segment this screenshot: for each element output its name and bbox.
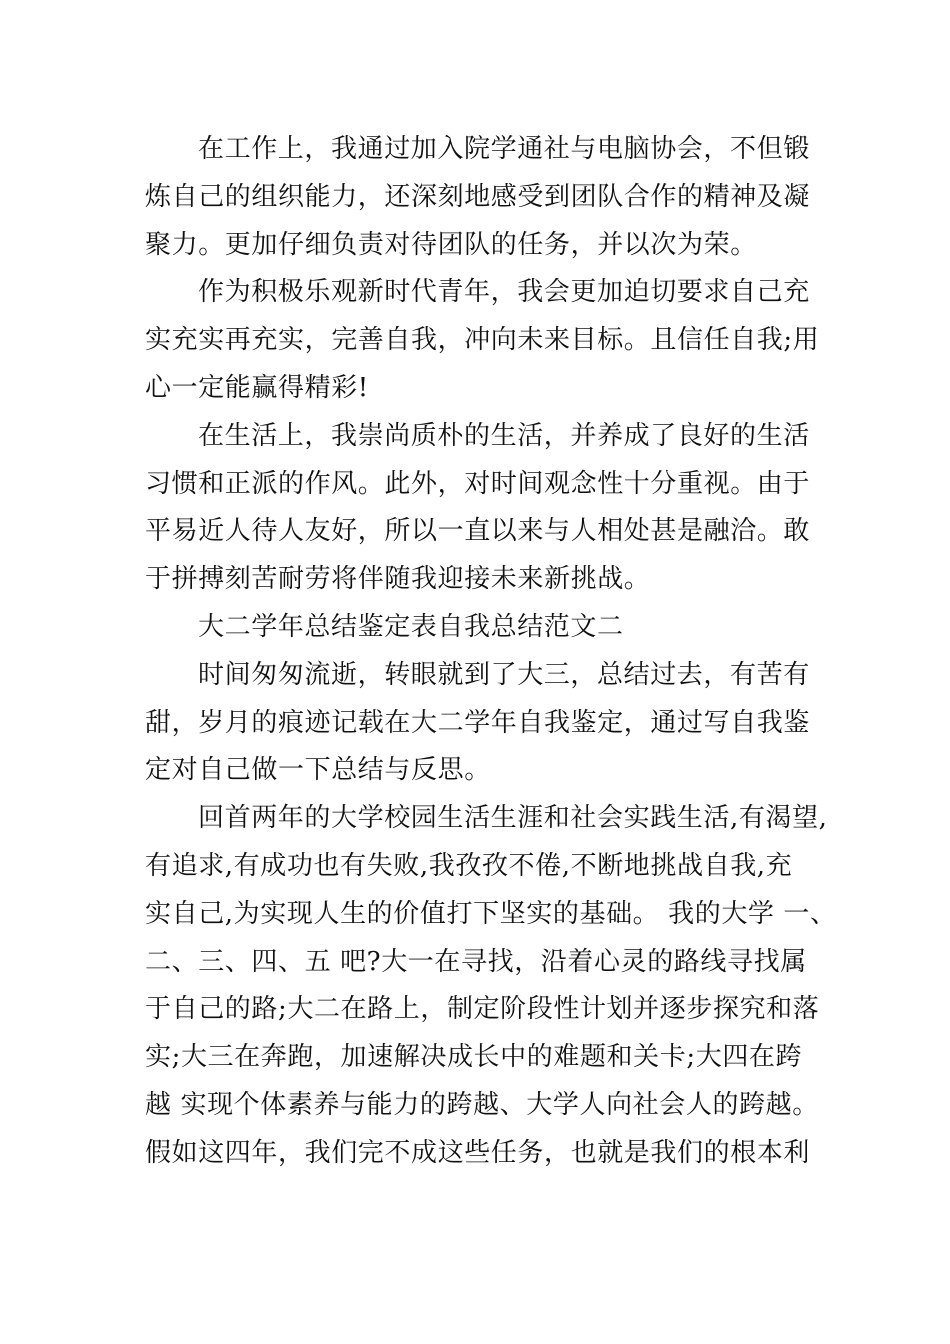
paragraph-line: 于拼搏刻苦耐劳将伴随我迎接未来新挑战。 [145, 564, 651, 595]
paragraph-line: 作为积极乐观新时代青年，我会更加迫切要求自己充 [198, 277, 810, 308]
paragraph-line: 假如这四年，我们完不成这些任务，也就是我们的根本利 [145, 1137, 811, 1168]
paragraph-line: 平易近人待人友好，所以一直以来与人相处甚是融洽。敢 [145, 516, 811, 547]
paragraph-line: 实充实再充实，完善自我，冲向未来目标。且信任自我;用 [145, 325, 820, 356]
paragraph-line: 在工作上，我通过加入院学通社与电脑协会，不但锻 [198, 134, 810, 164]
paragraph-line: 于自己的路;大二在路上，制定阶段性计划并逐步探究和落 [145, 994, 820, 1025]
paragraph-line: 习惯和正派的作风。此外，对时间观念性十分重视。由于 [145, 468, 811, 499]
paragraph-line: 心一定能赢得精彩! [145, 372, 369, 403]
paragraph-line: 时间匆匆流逝，转眼就到了大三，总结过去，有苦有 [198, 659, 810, 690]
section-heading: 大二学年总结鉴定表自我总结范文二 [198, 611, 624, 642]
paragraph-line: 甜，岁月的痕迹记载在大二学年自我鉴定，通过写自我鉴 [145, 707, 811, 738]
paragraph-line: 有追求,有成功也有失败,我孜孜不倦,不断地挑战自我,充 [145, 850, 793, 881]
document-body [145, 126, 837, 1178]
paragraph-line: 在生活上，我崇尚质朴的生活，并养成了良好的生活 [198, 420, 810, 451]
paragraph-line: 炼自己的组织能力，还深刻地感受到团队合作的精神及凝 [145, 181, 811, 212]
paragraph-line: 聚力。更加仔细负责对待团队的任务，并以次为荣。 [145, 229, 757, 260]
paragraph-line: 回首两年的大学校园生活生涯和社会实践生活,有渴望, [198, 803, 828, 834]
paragraph-line: 实;大三在奔跑，加速解决成长中的难题和关卡;大四在跨 [145, 1042, 803, 1073]
paragraph-line: 定对自己做一下总结与反思。 [145, 755, 491, 786]
paragraph-line: 越 实现个体素养与能力的跨越、大学人向社会人的跨越。 [145, 1089, 819, 1120]
paragraph-line: 二、三、四、五 吧?大一在寻找，沿着心灵的路线寻找属 [145, 946, 807, 977]
paragraph-line: 实自己,为实现人生的价值打下坚实的基础。 我的大学 一、 [145, 898, 837, 929]
